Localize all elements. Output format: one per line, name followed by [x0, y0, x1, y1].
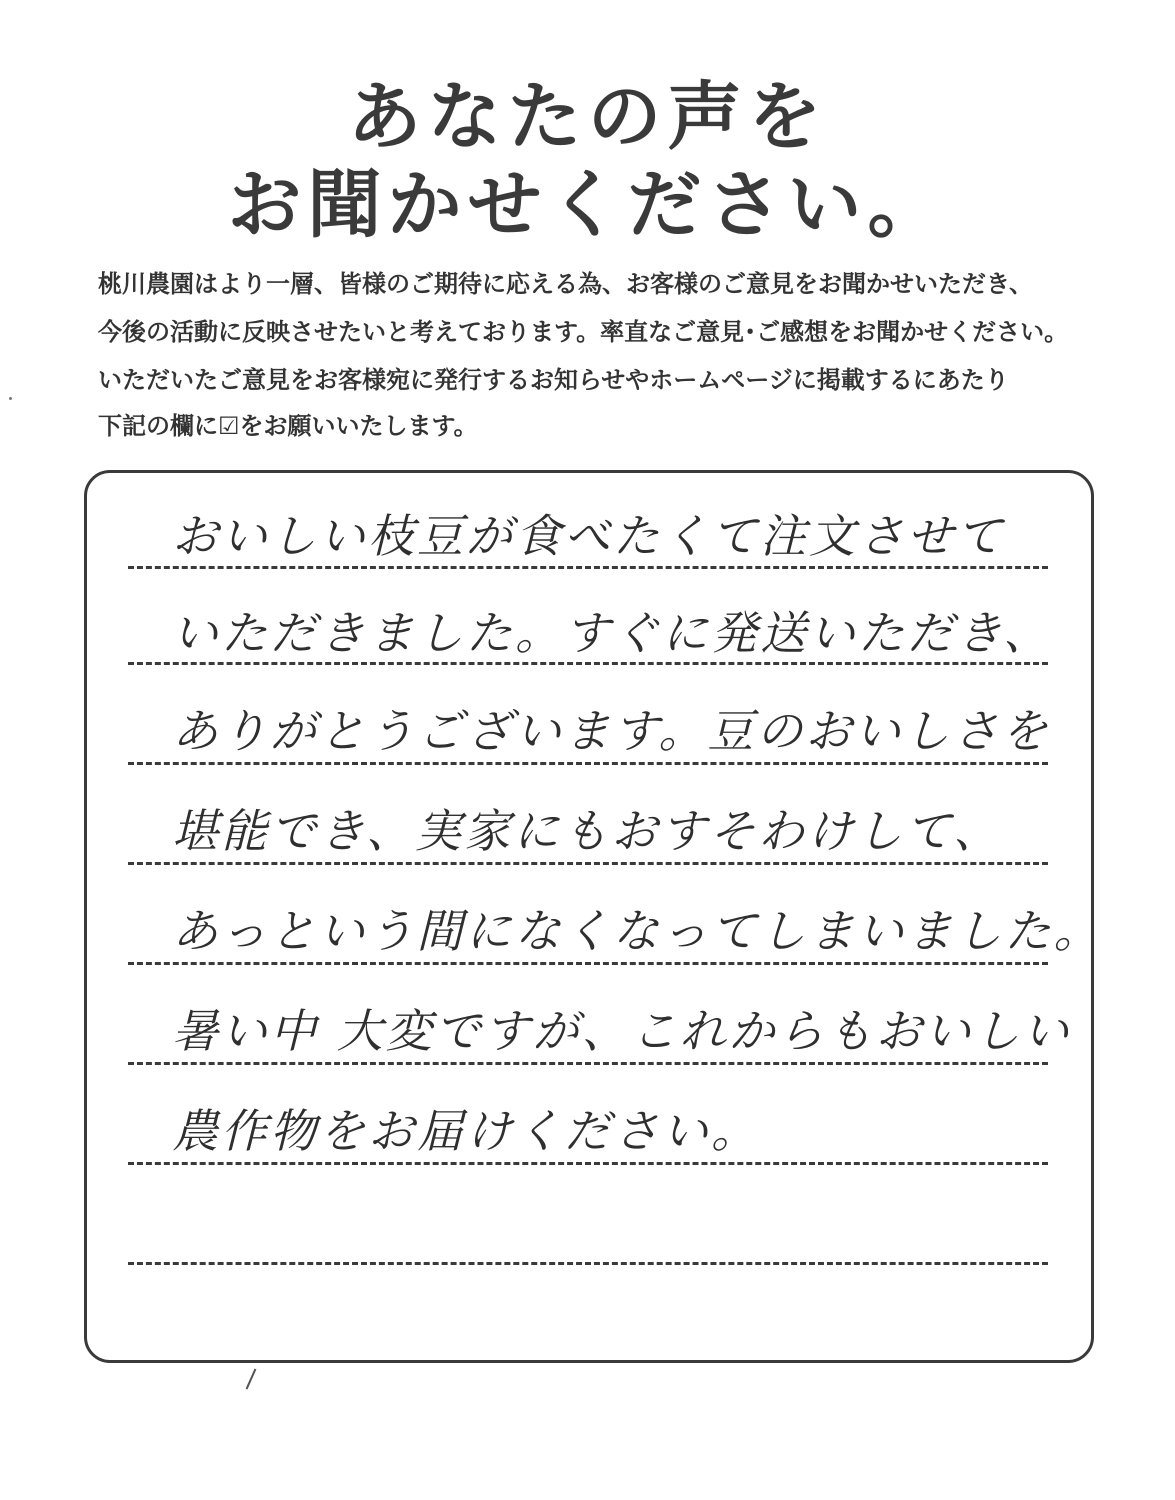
handwritten-line-5: あっという間になくなってしまいました。	[172, 904, 1103, 958]
intro-line-2: 今後の活動に反映させたいと考えております。率直なご意見･ご感想をお聞かせください。	[98, 318, 1069, 346]
handwritten-line-1: おいしい枝豆が食べたくて注文させて	[172, 509, 1005, 563]
intro-line-3: いただいたご意見をお客様宛に発行するお知らせやホームページに掲載するにあたり	[98, 366, 1009, 394]
ruled-line	[128, 662, 1048, 665]
ruled-line	[128, 566, 1048, 569]
page-title-line-2: お聞かせください。	[227, 162, 948, 248]
ruled-line	[128, 1262, 1048, 1265]
handwritten-line-3: ありがとうございます。豆のおいしさを	[172, 704, 1051, 758]
ruled-line	[128, 962, 1048, 965]
ruled-line	[128, 1062, 1048, 1065]
ruled-line	[128, 862, 1048, 865]
pen-mark	[246, 1369, 257, 1390]
ruled-line	[128, 1162, 1048, 1165]
handwritten-line-7: 農作物をお届けください。	[172, 1104, 760, 1158]
intro-line-4: 下記の欄に☑をお願いいたします。	[98, 412, 478, 440]
handwritten-line-4: 堪能でき、実家にもおすそわけして、	[172, 804, 1003, 858]
scan-dot	[9, 397, 12, 400]
handwritten-line-6: 暑い中 大変ですが、これからもおいしい	[172, 1004, 1072, 1058]
handwritten-line-2: いただきました。すぐに発送いただき、	[172, 606, 1053, 660]
intro-line-1: 桃川農園はより一層、皆様のご期待に応える為、お客様のご意見をお聞かせいただき、	[98, 270, 1034, 298]
ruled-line	[128, 762, 1048, 765]
page-title-line-1: あなたの声を	[347, 74, 828, 160]
